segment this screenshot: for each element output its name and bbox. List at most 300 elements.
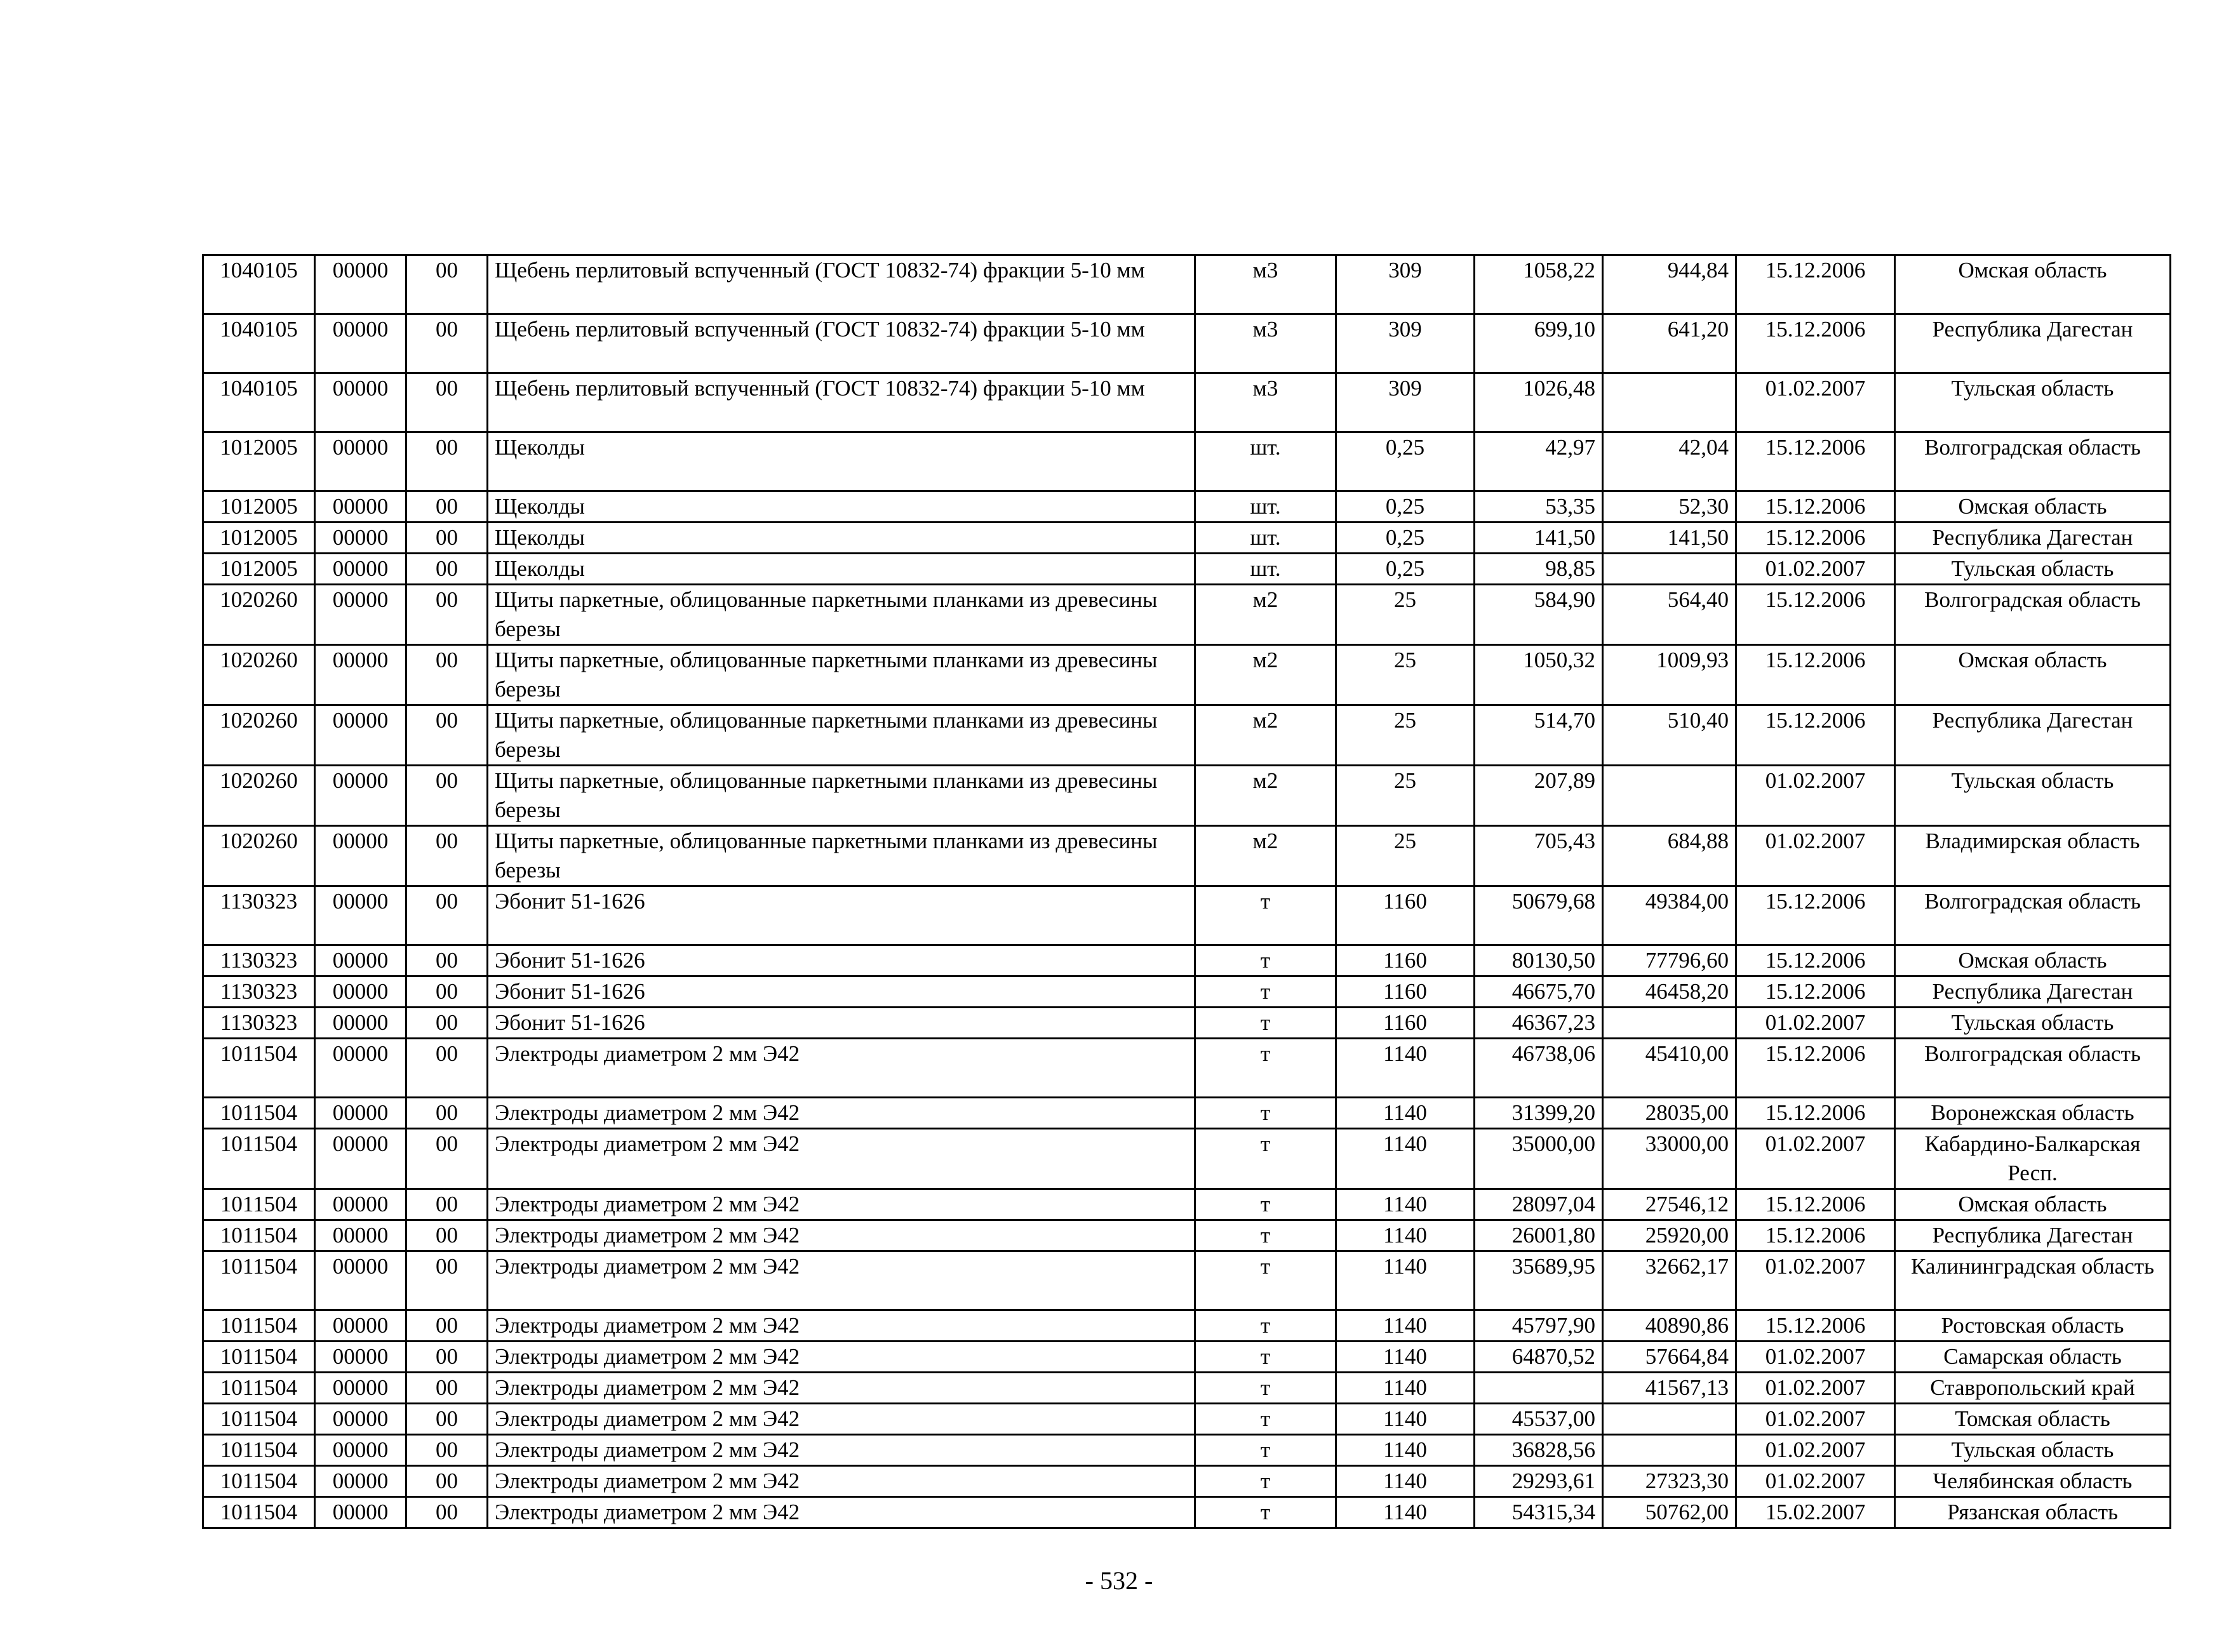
region-cell: Омская область [1895, 491, 2171, 523]
region-cell: Ростовская область [1895, 1310, 2171, 1342]
version-cell: 00 [406, 491, 488, 523]
unit-cell: м3 [1195, 314, 1336, 373]
date-cell: 01.02.2007 [1736, 373, 1895, 432]
material-name-cell: Электроды диаметром 2 мм Э42 [488, 1342, 1195, 1373]
material-name-cell: Щебень перлитовый вспученный (ГОСТ 10832-74) фракции 5-10 мм [488, 373, 1195, 432]
table-row [203, 491, 2171, 523]
version-cell: 00 [406, 585, 488, 645]
date-cell: 15.12.2006 [1736, 585, 1895, 645]
table-row [203, 373, 2171, 432]
sub-code-cell: 00000 [315, 491, 406, 523]
unit-cell: м2 [1195, 585, 1336, 645]
table-row [203, 432, 2171, 491]
unit-cell: т [1195, 1129, 1336, 1189]
price-with-vat-cell: 207,89 [1475, 766, 1603, 826]
coefficient-cell: 1140 [1336, 1251, 1475, 1310]
version-cell: 00 [406, 945, 488, 976]
version-cell: 00 [406, 1466, 488, 1497]
table-row [203, 1497, 2171, 1528]
sub-code-cell: 00000 [315, 1373, 406, 1404]
unit-cell: т [1195, 1251, 1336, 1310]
material-name-cell: Электроды диаметром 2 мм Э42 [488, 1189, 1195, 1220]
material-code-cell: 1020260 [203, 766, 315, 826]
price-without-vat-cell: 27546,12 [1603, 1189, 1736, 1220]
date-cell: 15.12.2006 [1736, 886, 1895, 945]
material-name-cell: Электроды диаметром 2 мм Э42 [488, 1251, 1195, 1310]
unit-cell: т [1195, 1466, 1336, 1497]
price-without-vat-cell: 28035,00 [1603, 1098, 1736, 1129]
unit-cell: т [1195, 976, 1336, 1008]
sub-code-cell: 00000 [315, 1251, 406, 1310]
material-name-cell: Электроды диаметром 2 мм Э42 [488, 1098, 1195, 1129]
material-code-cell: 1040105 [203, 255, 315, 314]
price-without-vat-cell: 510,40 [1603, 705, 1736, 766]
material-code-cell: 1011504 [203, 1342, 315, 1373]
date-cell: 15.12.2006 [1736, 1310, 1895, 1342]
table-row [203, 1220, 2171, 1251]
material-name-cell: Щебень перлитовый вспученный (ГОСТ 10832-74) фракции 5-10 мм [488, 255, 1195, 314]
coefficient-cell: 1160 [1336, 976, 1475, 1008]
coefficient-cell: 1160 [1336, 1008, 1475, 1039]
price-with-vat-cell: 80130,50 [1475, 945, 1603, 976]
date-cell: 15.12.2006 [1736, 976, 1895, 1008]
version-cell: 00 [406, 1129, 488, 1189]
material-name-cell: Электроды диаметром 2 мм Э42 [488, 1220, 1195, 1251]
price-with-vat-cell: 1026,48 [1475, 373, 1603, 432]
version-cell: 00 [406, 1220, 488, 1251]
unit-cell: т [1195, 1220, 1336, 1251]
material-name-cell: Электроды диаметром 2 мм Э42 [488, 1435, 1195, 1466]
date-cell: 01.02.2007 [1736, 1435, 1895, 1466]
coefficient-cell: 1140 [1336, 1310, 1475, 1342]
price-with-vat-cell: 98,85 [1475, 554, 1603, 585]
coefficient-cell: 1140 [1336, 1342, 1475, 1373]
region-cell: Волгоградская область [1895, 585, 2171, 645]
version-cell: 00 [406, 1435, 488, 1466]
sub-code-cell: 00000 [315, 314, 406, 373]
material-code-cell: 1012005 [203, 491, 315, 523]
version-cell: 00 [406, 826, 488, 886]
material-code-cell: 1020260 [203, 826, 315, 886]
coefficient-cell: 1140 [1336, 1373, 1475, 1404]
coefficient-cell: 1140 [1336, 1404, 1475, 1435]
region-cell: Владимирская область [1895, 826, 2171, 886]
coefficient-cell: 25 [1336, 585, 1475, 645]
price-without-vat-cell: 50762,00 [1603, 1497, 1736, 1528]
price-with-vat-cell: 514,70 [1475, 705, 1603, 766]
price-without-vat-cell: 40890,86 [1603, 1310, 1736, 1342]
price-with-vat-cell: 64870,52 [1475, 1342, 1603, 1373]
region-cell: Томская область [1895, 1404, 2171, 1435]
sub-code-cell: 00000 [315, 766, 406, 826]
date-cell: 01.02.2007 [1736, 1251, 1895, 1310]
coefficient-cell: 1140 [1336, 1466, 1475, 1497]
material-name-cell: Щиты паркетные, облицованные паркетными планками из древесины березы [488, 826, 1195, 886]
price-with-vat-cell: 29293,61 [1475, 1466, 1603, 1497]
date-cell: 15.12.2006 [1736, 945, 1895, 976]
sub-code-cell: 00000 [315, 1129, 406, 1189]
material-code-cell: 1011504 [203, 1189, 315, 1220]
region-cell: Омская область [1895, 645, 2171, 705]
material-code-cell: 1011504 [203, 1098, 315, 1129]
region-cell: Волгоградская область [1895, 1039, 2171, 1098]
material-code-cell: 1012005 [203, 432, 315, 491]
material-name-cell: Эбонит 51-1626 [488, 1008, 1195, 1039]
date-cell: 15.12.2006 [1736, 1220, 1895, 1251]
coefficient-cell: 1160 [1336, 945, 1475, 976]
coefficient-cell: 25 [1336, 766, 1475, 826]
price-with-vat-cell: 53,35 [1475, 491, 1603, 523]
price-with-vat-cell: 36828,56 [1475, 1435, 1603, 1466]
version-cell: 00 [406, 705, 488, 766]
coefficient-cell: 25 [1336, 705, 1475, 766]
price-table [202, 254, 2171, 1529]
unit-cell: т [1195, 1435, 1336, 1466]
table-row [203, 1404, 2171, 1435]
price-without-vat-cell: 564,40 [1603, 585, 1736, 645]
region-cell: Омская область [1895, 1189, 2171, 1220]
price-with-vat-cell: 54315,34 [1475, 1497, 1603, 1528]
version-cell: 00 [406, 255, 488, 314]
version-cell: 00 [406, 1342, 488, 1373]
region-cell: Омская область [1895, 945, 2171, 976]
material-code-cell: 1011504 [203, 1497, 315, 1528]
date-cell: 15.12.2006 [1736, 1098, 1895, 1129]
table-row [203, 945, 2171, 976]
table-row [203, 585, 2171, 645]
coefficient-cell: 1160 [1336, 886, 1475, 945]
material-name-cell: Электроды диаметром 2 мм Э42 [488, 1497, 1195, 1528]
region-cell: Тульская область [1895, 554, 2171, 585]
price-without-vat-cell: 57664,84 [1603, 1342, 1736, 1373]
price-without-vat-cell: 77796,60 [1603, 945, 1736, 976]
price-with-vat-cell: 35000,00 [1475, 1129, 1603, 1189]
date-cell: 15.12.2006 [1736, 1189, 1895, 1220]
material-code-cell: 1130323 [203, 976, 315, 1008]
price-without-vat-cell: 45410,00 [1603, 1039, 1736, 1098]
unit-cell: т [1195, 945, 1336, 976]
sub-code-cell: 00000 [315, 373, 406, 432]
date-cell: 01.02.2007 [1736, 826, 1895, 886]
coefficient-cell: 25 [1336, 826, 1475, 886]
region-cell: Тульская область [1895, 1435, 2171, 1466]
unit-cell: шт. [1195, 432, 1336, 491]
region-cell: Республика Дагестан [1895, 705, 2171, 766]
price-with-vat-cell: 46738,06 [1475, 1039, 1603, 1098]
coefficient-cell: 0,25 [1336, 554, 1475, 585]
price-without-vat-cell [1603, 1008, 1736, 1039]
unit-cell: т [1195, 886, 1336, 945]
region-cell: Самарская область [1895, 1342, 2171, 1373]
material-name-cell: Щеколды [488, 554, 1195, 585]
material-name-cell: Щиты паркетные, облицованные паркетными планками из древесины березы [488, 645, 1195, 705]
price-without-vat-cell [1603, 1404, 1736, 1435]
price-without-vat-cell: 944,84 [1603, 255, 1736, 314]
version-cell: 00 [406, 1310, 488, 1342]
table-row [203, 705, 2171, 766]
sub-code-cell: 00000 [315, 523, 406, 554]
coefficient-cell: 1140 [1336, 1039, 1475, 1098]
material-code-cell: 1020260 [203, 645, 315, 705]
sub-code-cell: 00000 [315, 1435, 406, 1466]
price-without-vat-cell [1603, 766, 1736, 826]
material-name-cell: Электроды диаметром 2 мм Э42 [488, 1129, 1195, 1189]
table-row [203, 1342, 2171, 1373]
version-cell: 00 [406, 1039, 488, 1098]
date-cell: 15.12.2006 [1736, 523, 1895, 554]
material-code-cell: 1012005 [203, 523, 315, 554]
material-code-cell: 1011504 [203, 1435, 315, 1466]
sub-code-cell: 00000 [315, 1098, 406, 1129]
table-row [203, 554, 2171, 585]
unit-cell: м2 [1195, 826, 1336, 886]
material-code-cell: 1011504 [203, 1251, 315, 1310]
version-cell: 00 [406, 314, 488, 373]
region-cell: Республика Дагестан [1895, 1220, 2171, 1251]
material-name-cell: Электроды диаметром 2 мм Э42 [488, 1466, 1195, 1497]
version-cell: 00 [406, 1373, 488, 1404]
date-cell: 01.02.2007 [1736, 1342, 1895, 1373]
date-cell: 01.02.2007 [1736, 766, 1895, 826]
coefficient-cell: 25 [1336, 645, 1475, 705]
sub-code-cell: 00000 [315, 705, 406, 766]
unit-cell: т [1195, 1342, 1336, 1373]
price-without-vat-cell [1603, 1435, 1736, 1466]
price-with-vat-cell: 1058,22 [1475, 255, 1603, 314]
sub-code-cell: 00000 [315, 1220, 406, 1251]
material-code-cell: 1011504 [203, 1310, 315, 1342]
date-cell: 15.12.2006 [1736, 705, 1895, 766]
price-with-vat-cell: 31399,20 [1475, 1098, 1603, 1129]
sub-code-cell: 00000 [315, 645, 406, 705]
price-without-vat-cell: 25920,00 [1603, 1220, 1736, 1251]
coefficient-cell: 309 [1336, 373, 1475, 432]
material-code-cell: 1020260 [203, 585, 315, 645]
table-row [203, 1251, 2171, 1310]
unit-cell: т [1195, 1189, 1336, 1220]
region-cell: Тульская область [1895, 1008, 2171, 1039]
price-without-vat-cell: 46458,20 [1603, 976, 1736, 1008]
table-row [203, 645, 2171, 705]
material-code-cell: 1130323 [203, 1008, 315, 1039]
unit-cell: м3 [1195, 373, 1336, 432]
version-cell: 00 [406, 554, 488, 585]
unit-cell: т [1195, 1039, 1336, 1098]
sub-code-cell: 00000 [315, 1008, 406, 1039]
table-row [203, 1435, 2171, 1466]
material-name-cell: Эбонит 51-1626 [488, 886, 1195, 945]
date-cell: 01.02.2007 [1736, 554, 1895, 585]
date-cell: 15.12.2006 [1736, 645, 1895, 705]
material-name-cell: Щеколды [488, 491, 1195, 523]
unit-cell: м2 [1195, 705, 1336, 766]
region-cell: Омская область [1895, 255, 2171, 314]
sub-code-cell: 00000 [315, 1497, 406, 1528]
unit-cell: м2 [1195, 645, 1336, 705]
material-name-cell: Электроды диаметром 2 мм Э42 [488, 1373, 1195, 1404]
price-without-vat-cell [1603, 373, 1736, 432]
material-code-cell: 1020260 [203, 705, 315, 766]
page-number: - 532 - [1085, 1566, 1153, 1595]
price-without-vat-cell: 52,30 [1603, 491, 1736, 523]
material-name-cell: Электроды диаметром 2 мм Э42 [488, 1039, 1195, 1098]
date-cell: 15.12.2006 [1736, 432, 1895, 491]
unit-cell: т [1195, 1497, 1336, 1528]
coefficient-cell: 0,25 [1336, 523, 1475, 554]
price-without-vat-cell: 1009,93 [1603, 645, 1736, 705]
material-name-cell: Эбонит 51-1626 [488, 945, 1195, 976]
coefficient-cell: 1140 [1336, 1129, 1475, 1189]
material-name-cell: Щебень перлитовый вспученный (ГОСТ 10832-74) фракции 5-10 мм [488, 314, 1195, 373]
coefficient-cell: 1140 [1336, 1098, 1475, 1129]
coefficient-cell: 1140 [1336, 1189, 1475, 1220]
table-row [203, 1466, 2171, 1497]
version-cell: 00 [406, 645, 488, 705]
material-code-cell: 1011504 [203, 1404, 315, 1435]
unit-cell: т [1195, 1404, 1336, 1435]
sub-code-cell: 00000 [315, 1039, 406, 1098]
material-name-cell: Щеколды [488, 432, 1195, 491]
table-row [203, 1129, 2171, 1189]
material-code-cell: 1011504 [203, 1220, 315, 1251]
version-cell: 00 [406, 1098, 488, 1129]
material-code-cell: 1130323 [203, 945, 315, 976]
sub-code-cell: 00000 [315, 1189, 406, 1220]
table-row [203, 1310, 2171, 1342]
price-without-vat-cell: 27323,30 [1603, 1466, 1736, 1497]
sub-code-cell: 00000 [315, 886, 406, 945]
table-row [203, 766, 2171, 826]
sub-code-cell: 00000 [315, 976, 406, 1008]
price-without-vat-cell: 32662,17 [1603, 1251, 1736, 1310]
version-cell: 00 [406, 373, 488, 432]
region-cell: Рязанская область [1895, 1497, 2171, 1528]
table-row [203, 886, 2171, 945]
region-cell: Республика Дагестан [1895, 976, 2171, 1008]
price-with-vat-cell: 141,50 [1475, 523, 1603, 554]
price-with-vat-cell: 28097,04 [1475, 1189, 1603, 1220]
material-name-cell: Щеколды [488, 523, 1195, 554]
material-name-cell: Щиты паркетные, облицованные паркетными планками из древесины березы [488, 766, 1195, 826]
unit-cell: м2 [1195, 766, 1336, 826]
price-without-vat-cell: 42,04 [1603, 432, 1736, 491]
version-cell: 00 [406, 976, 488, 1008]
sub-code-cell: 00000 [315, 945, 406, 976]
price-with-vat-cell: 26001,80 [1475, 1220, 1603, 1251]
coefficient-cell: 309 [1336, 314, 1475, 373]
sub-code-cell: 00000 [315, 1342, 406, 1373]
coefficient-cell: 1140 [1336, 1435, 1475, 1466]
price-with-vat-cell: 584,90 [1475, 585, 1603, 645]
table-row [203, 255, 2171, 314]
date-cell: 01.02.2007 [1736, 1373, 1895, 1404]
price-with-vat-cell: 46367,23 [1475, 1008, 1603, 1039]
table-row [203, 1039, 2171, 1098]
date-cell: 15.12.2006 [1736, 314, 1895, 373]
unit-cell: т [1195, 1373, 1336, 1404]
version-cell: 00 [406, 1497, 488, 1528]
table-row [203, 1008, 2171, 1039]
version-cell: 00 [406, 432, 488, 491]
material-name-cell: Электроды диаметром 2 мм Э42 [488, 1310, 1195, 1342]
material-name-cell: Эбонит 51-1626 [488, 976, 1195, 1008]
price-without-vat-cell: 49384,00 [1603, 886, 1736, 945]
price-without-vat-cell: 33000,00 [1603, 1129, 1736, 1189]
price-with-vat-cell: 45797,90 [1475, 1310, 1603, 1342]
sub-code-cell: 00000 [315, 585, 406, 645]
sub-code-cell: 00000 [315, 826, 406, 886]
price-with-vat-cell: 42,97 [1475, 432, 1603, 491]
region-cell: Калининградская область [1895, 1251, 2171, 1310]
version-cell: 00 [406, 886, 488, 945]
table-row [203, 1098, 2171, 1129]
price-with-vat-cell [1475, 1373, 1603, 1404]
material-code-cell: 1011504 [203, 1129, 315, 1189]
sub-code-cell: 00000 [315, 432, 406, 491]
table-row [203, 314, 2171, 373]
region-cell: Челябинская область [1895, 1466, 2171, 1497]
material-code-cell: 1040105 [203, 314, 315, 373]
region-cell: Тульская область [1895, 766, 2171, 826]
material-code-cell: 1130323 [203, 886, 315, 945]
unit-cell: шт. [1195, 523, 1336, 554]
material-code-cell: 1011504 [203, 1373, 315, 1404]
version-cell: 00 [406, 1189, 488, 1220]
date-cell: 15.12.2006 [1736, 1039, 1895, 1098]
version-cell: 00 [406, 523, 488, 554]
coefficient-cell: 1140 [1336, 1220, 1475, 1251]
material-name-cell: Щиты паркетные, облицованные паркетными планками из древесины березы [488, 705, 1195, 766]
material-code-cell: 1011504 [203, 1466, 315, 1497]
date-cell: 01.02.2007 [1736, 1129, 1895, 1189]
price-without-vat-cell: 141,50 [1603, 523, 1736, 554]
region-cell: Ставропольский край [1895, 1373, 2171, 1404]
region-cell: Тульская область [1895, 373, 2171, 432]
material-name-cell: Электроды диаметром 2 мм Э42 [488, 1404, 1195, 1435]
material-code-cell: 1040105 [203, 373, 315, 432]
region-cell: Республика Дагестан [1895, 314, 2171, 373]
version-cell: 00 [406, 1404, 488, 1435]
coefficient-cell: 0,25 [1336, 432, 1475, 491]
table-body [203, 255, 2171, 1528]
sub-code-cell: 00000 [315, 255, 406, 314]
price-without-vat-cell: 41567,13 [1603, 1373, 1736, 1404]
price-with-vat-cell: 705,43 [1475, 826, 1603, 886]
region-cell: Республика Дагестан [1895, 523, 2171, 554]
price-with-vat-cell: 1050,32 [1475, 645, 1603, 705]
unit-cell: шт. [1195, 491, 1336, 523]
unit-cell: т [1195, 1310, 1336, 1342]
table-row [203, 1189, 2171, 1220]
price-with-vat-cell: 50679,68 [1475, 886, 1603, 945]
price-with-vat-cell: 45537,00 [1475, 1404, 1603, 1435]
sub-code-cell: 00000 [315, 1404, 406, 1435]
coefficient-cell: 1140 [1336, 1497, 1475, 1528]
region-cell: Волгоградская область [1895, 432, 2171, 491]
version-cell: 00 [406, 1008, 488, 1039]
date-cell: 15.02.2007 [1736, 1497, 1895, 1528]
sub-code-cell: 00000 [315, 554, 406, 585]
date-cell: 01.02.2007 [1736, 1008, 1895, 1039]
sub-code-cell: 00000 [315, 1310, 406, 1342]
material-name-cell: Щиты паркетные, облицованные паркетными планками из древесины березы [488, 585, 1195, 645]
date-cell: 15.12.2006 [1736, 491, 1895, 523]
sub-code-cell: 00000 [315, 1466, 406, 1497]
date-cell: 01.02.2007 [1736, 1404, 1895, 1435]
table-row [203, 976, 2171, 1008]
version-cell: 00 [406, 766, 488, 826]
coefficient-cell: 0,25 [1336, 491, 1475, 523]
